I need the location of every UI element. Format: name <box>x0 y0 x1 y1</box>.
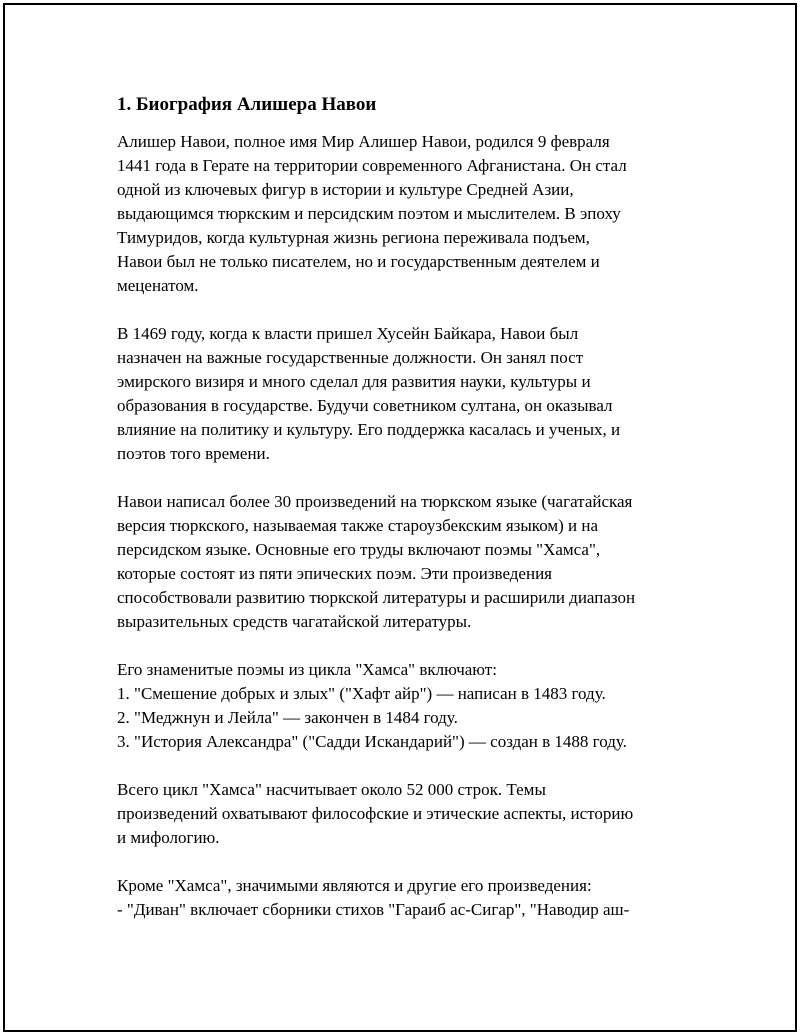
text-line: Его знаменитые поэмы из цикла "Хамса" включают: <box>117 660 497 679</box>
paragraph-gap <box>117 634 717 658</box>
paragraph-gap <box>117 298 717 322</box>
text-line: 3. "История Александра" ("Садди Искандарий") — создан в 1488 году. <box>117 732 627 751</box>
text-line: версия тюркского, называемая также староузбекским языком) и на <box>117 516 599 535</box>
text-line: поэтов того времени. <box>117 444 270 463</box>
text-line: одной из ключевых фигур в истории и культуре Средней Азии, <box>117 180 574 199</box>
text-line: Навои был не только писателем, но и государственным деятелем и <box>117 252 600 271</box>
text-line: способствовали развитию тюркской литературы и расширили диапазон <box>117 588 636 607</box>
text-line: меценатом. <box>117 276 199 295</box>
text-line: В 1469 году, когда к власти пришел Хусейн Байкара, Навои был <box>117 324 579 343</box>
text-line: назначен на важные государственные должности. Он занял пост <box>117 348 584 367</box>
text-line: и мифологию. <box>117 828 220 847</box>
document-content <box>117 93 717 922</box>
text-line: 1. "Смешение добрых и злых" ("Хафт айр") — написан в 1483 году. <box>117 684 606 703</box>
text-line: образования в государстве. Будучи советником султана, он оказывал <box>117 396 613 415</box>
body-text <box>117 130 717 922</box>
text-line: 2. "Меджнун и Лейла" — закончен в 1484 году. <box>117 708 458 727</box>
text-line: Навои написал более 30 произведений на тюркском языке (чагатайская <box>117 492 633 511</box>
section-heading: 1. Биография Алишера Навои <box>117 94 377 115</box>
text-line: влияние на политику и культуру. Его поддержка касалась и ученых, и <box>117 420 621 439</box>
text-line: персидском языке. Основные его труды включают поэмы "Хамса", <box>117 540 601 559</box>
text-line: эмирского визиря и много сделал для развития науки, культуры и <box>117 372 591 391</box>
paragraph-gap <box>117 754 717 778</box>
text-line: Тимуридов, когда культурная жизнь региона переживала подъем, <box>117 228 590 247</box>
text-line: - "Диван" включает сборники стихов "Гараиб ас-Сигар", "Наводир аш- <box>117 900 630 919</box>
paragraph-gap <box>117 466 717 490</box>
text-line: Алишер Навои, полное имя Мир Алишер Навои, родился 9 февраля <box>117 132 610 151</box>
text-line: 1441 года в Герате на территории современного Афганистана. Он стал <box>117 156 627 175</box>
text-line: выдающимся тюркским и персидским поэтом и мыслителем. В эпоху <box>117 204 621 223</box>
text-line: Кроме "Хамса", значимыми являются и другие его произведения: <box>117 876 592 895</box>
text-line: произведений охватывают философские и этические аспекты, историю <box>117 804 634 823</box>
text-line: которые состоят из пяти эпических поэм. Эти произведения <box>117 564 552 583</box>
text-line: выразительных средств чагатайской литературы. <box>117 612 472 631</box>
paragraph-gap <box>117 850 717 874</box>
text-line: Всего цикл "Хамса" насчитывает около 52 000 строк. Темы <box>117 780 546 799</box>
